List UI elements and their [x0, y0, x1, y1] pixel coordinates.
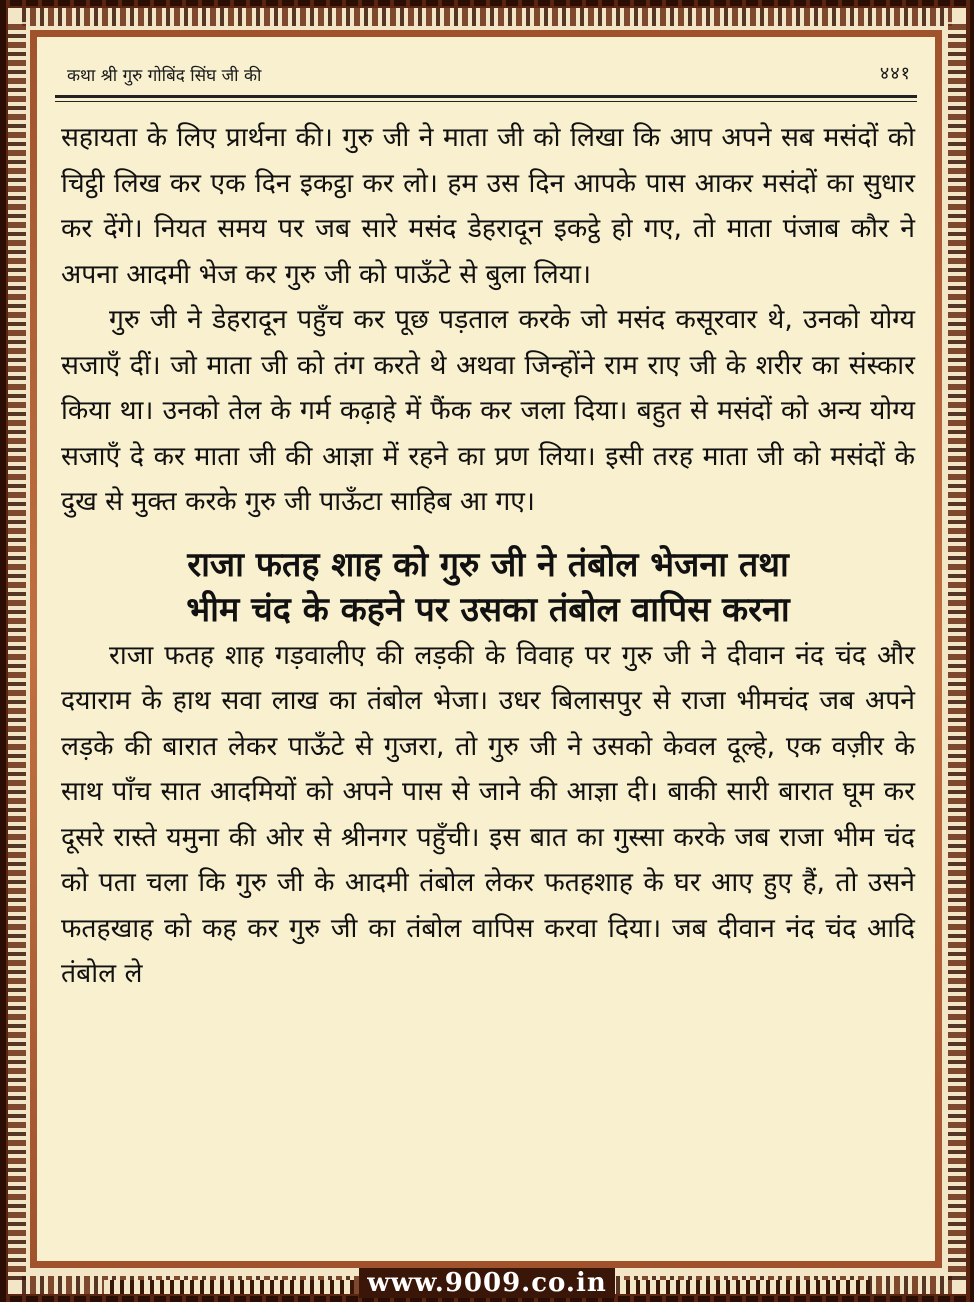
paragraph-2: गुरु जी ने डेहरादून पहुँच कर पूछ पड़ताल करके जो मसंद कसूरवार थे, उनको योग्य सजाएँ दीं। जो माता जी को तंग करते थे अथवा जिन्होंने राम राए जी के शरीर का संस्कार किया था। उनको तेल के गर्म कढ़ाहे में फैंक कर जला दिया। बहुत से मसंदों को अन्य योग्य सजाएँ दे कर माता जी की आज्ञा में रहने का प्रण लिया। इसी तरह माता जी को मसंदों के दुख से मुक्त करके गुरु जी पाऊँटा साहिब आ गए। [61, 304, 915, 517]
footer-ornament-right [620, 1280, 870, 1294]
section-heading [61, 543, 915, 633]
section-heading-line-1: राजा फतह शाह को गुरु जी ने तंबोल भेजना तथा [187, 544, 789, 585]
paragraph-1: सहायता के लिए प्रार्थना की। गुरु जी ने माता जी को लिखा कि आप अपने सब मसंदों को चिट्ठी लिख कर एक दिन इकट्ठा कर लो। हम उस दिन आपके पास आकर मसंदों का सुधार कर देंगे। नियत समय पर जब सारे मसंद डेहरादून इकट्ठे हो गए, तो माता पंजाब कौर ने अपना आदमी भेज कर गुरु जी को पाऊँटे से बुला लिया। [61, 122, 915, 290]
page-header [55, 57, 917, 97]
header-rule-thin [55, 101, 917, 102]
header-rule [55, 95, 917, 98]
page-border [30, 30, 942, 1268]
rope-border-top [22, 8, 952, 26]
footer-ornament-left [104, 1280, 354, 1294]
website-link[interactable]: www.9009.co.in [359, 1268, 615, 1298]
paragraph-3: राजा फतह शाह गड़वालीए की लड़की के विवाह पर गुरु जी ने दीवान नंद चंद और दयाराम के हाथ सवा लाख का तंबोल भेजा। उधर बिलासपुर से राजा भीमचंद जब अपने लड़के की बारात लेकर पाऊँटे से गुजरा, तो गुरु जी ने उसको केवल दूल्हे, एक वज़ीर के साथ पाँच सात आदमियों को अपने पास से जाने की आज्ञा दी। बाकी सारी बारात घूम कर दूसरे रास्ते यमुना की ओर से श्रीनगर पहुँची। इस बात का गुस्सा करके जब राजा भीम चंद को पता चला कि गुरु जी के आदमी तंबोल लेकर फतहशाह के घर आए हुए हैं, तो उसने फतहखाह को कह कर गुरु जी का तंबोल वापिस करवा दिया। जब दीवान नंद चंद आदि तंबोल ले [61, 639, 915, 989]
rope-border-left [8, 22, 26, 1280]
rope-border-right [948, 22, 966, 1280]
section-heading-line-2: भीम चंद के कहने पर उसका तंबोल वापिस करना [186, 589, 790, 630]
page-body [61, 115, 915, 997]
running-title: कथा श्री गुरु गोबिंद सिंघ जी की [67, 66, 262, 86]
book-page [37, 37, 935, 1261]
page-footer [0, 1268, 974, 1298]
page-number: ४४१ [879, 63, 911, 84]
